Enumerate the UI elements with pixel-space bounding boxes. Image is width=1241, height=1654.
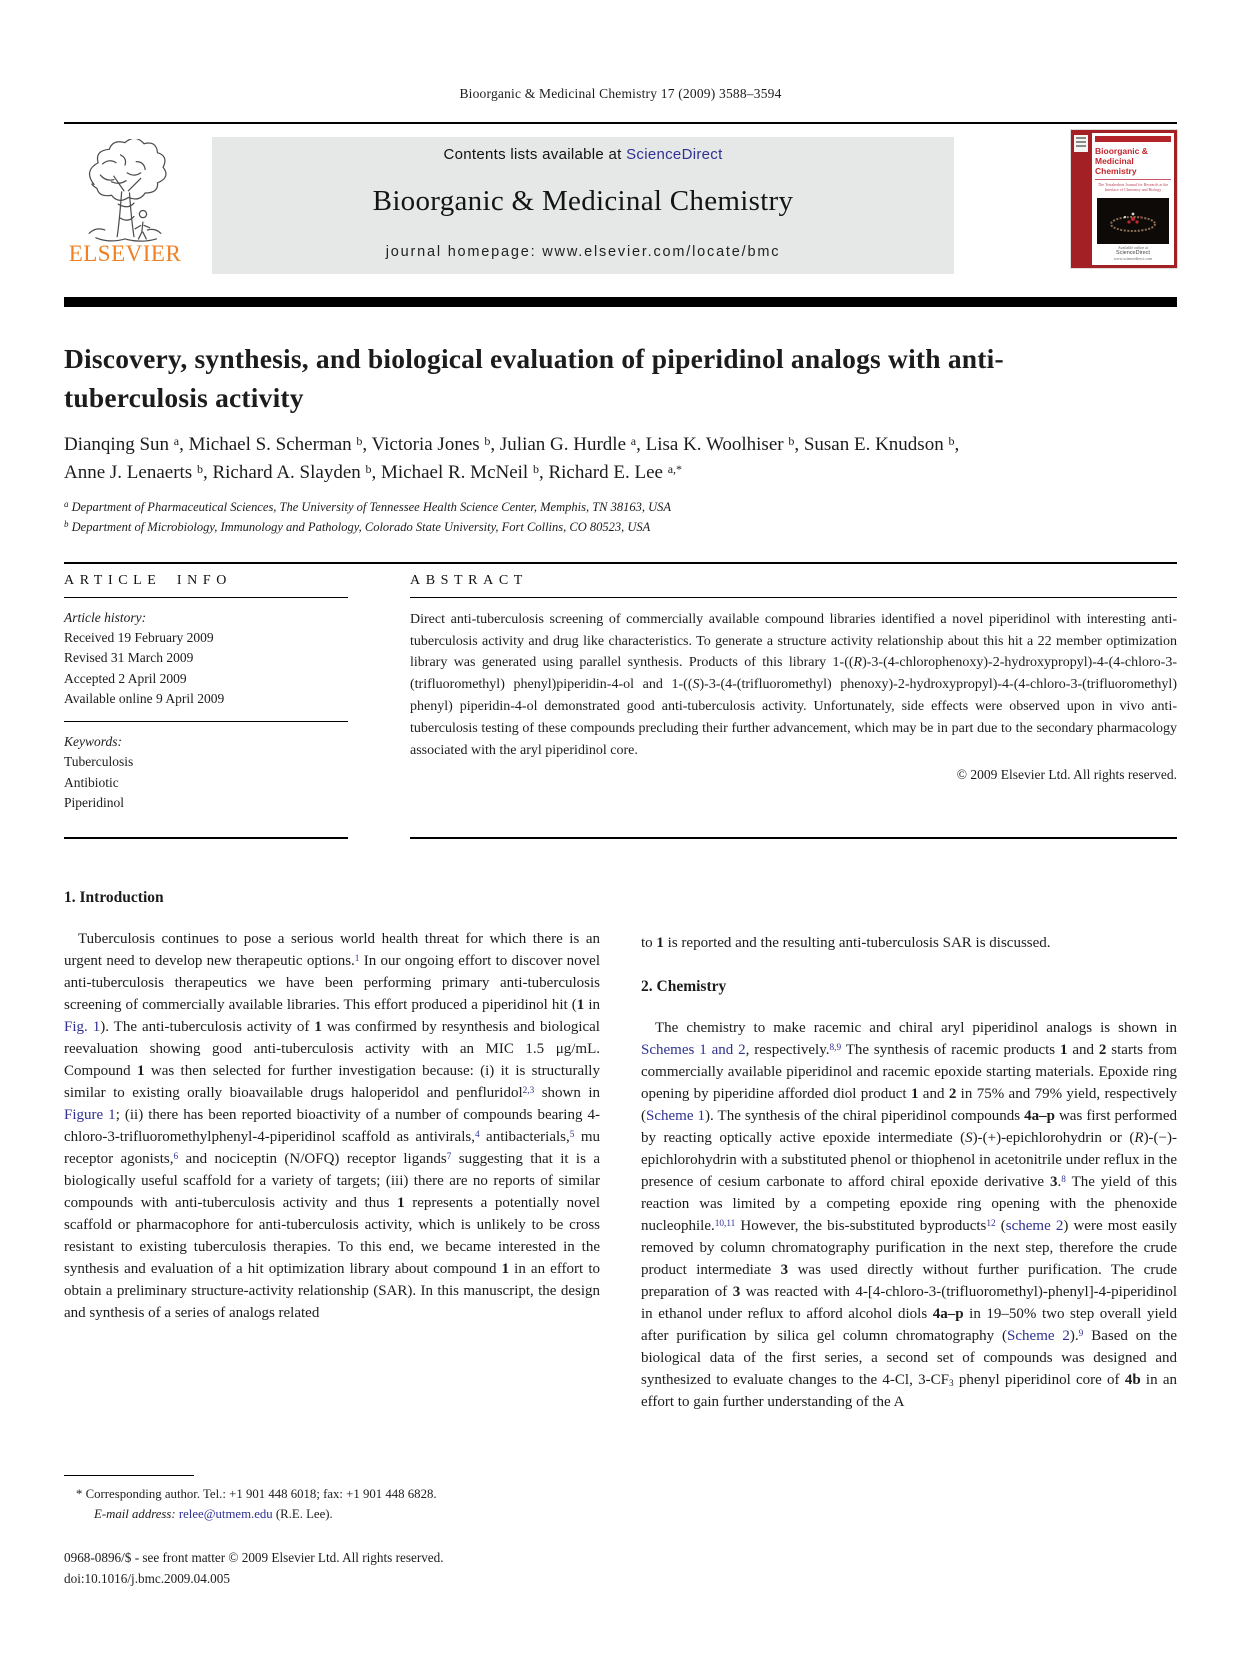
- email-link[interactable]: relee@utmem.edu: [178, 1506, 273, 1521]
- journal-homepage-link[interactable]: journal homepage: www.elsevier.com/locate/bmc: [385, 244, 781, 260]
- article-title: Discovery, synthesis, and biological evaluation of piperidinol analogs with anti-tuberculosis activity: [64, 343, 1004, 414]
- scheme-2-link[interactable]: Scheme 2: [1007, 1327, 1070, 1344]
- journal-banner: [212, 137, 954, 274]
- keyword-item: Antibiotic: [64, 774, 119, 790]
- top-rule: [64, 122, 1177, 124]
- bottom-left-region: [64, 1439, 1177, 1589]
- abstract-column: [410, 573, 1177, 813]
- article-history: [64, 608, 348, 709]
- footnote-line-2: E-mail address: relee@utmem.edu (R.E. Lee).: [94, 1506, 333, 1521]
- footnote-footer-column: [64, 1439, 600, 1589]
- author-list: Dianqing Sun $^a$, Michael S. Scherman $^b$, Victoria Jones $^b$, Julian G. Hurdle $^a$, Lisa K. Woolhiser $^b$, Susan E. Knudson $^b$, Anne J. Lenaerts $^b$, Richard A. Slayden $^b$, Michael R. McNeil $^b$, Richard E. Lee $^{a,*}$: [64, 433, 960, 484]
- schemes-1-2-link[interactable]: Schemes 1 and 2: [641, 1041, 746, 1058]
- figure-1-link[interactable]: Figure 1: [64, 1106, 116, 1123]
- cover-panel: [1092, 133, 1174, 265]
- article-info-column: [64, 573, 348, 813]
- affiliation-a: $^a$ Department of Pharmaceutical Sciences, The University of Tennessee Health Science Center, Memphis, TN 38163, USA: [64, 499, 672, 515]
- banner-journal-title: Bioorganic & Medicinal Chemistry: [372, 185, 794, 217]
- body-paragraph: The chemistry to make racemic and chiral aryl piperidinol analogs is shown in Schemes 1 and 2, respectively.$^{8,9}$ The synthesis of racemic products 1 and 2 starts from commercially available piperidinol and racemic epoxide starting materials. Epoxide ring opening by piperidine afforded diol product 1 and 2 in 75% and 79% yield, respectively (Scheme 1). The synthesis of the chiral piperidinol compounds 4a–p was first performed by reacting optically active epoxide intermediate (S)-(+)-epichlorohydrin or (R)-(−)-epichlorohydrin with a substituted phenol or thiophenol in acetonitrile under reflux in the presence of cesium carbonate to afford chiral epoxide derivative 3.$^8$ The yield of this reaction was limited by a competing epoxide ring opening with the phenoxide nucleophile.$^{10,11}$ However, the bis-substituted byproducts$^{12}$ (scheme 2) were most easily removed by column chromatography purification in the next step, therefore the crude product intermediate 3 was used directly without further purification. The crude preparation of 3 was reacted with 4-[4-chloro-3-(trifluoromethyl)-phenyl]-4-piperidinol in ethanol under reflux to afford alcohol diols 4a–p in 19–50% two step overall yield after purification by silica gel column chromatography (Scheme 2).$^9$ Based on the biological data of the first series, a second set of compounds was designed and synthesized to evaluate changes to the 4-Cl, $3-CF_3$ phenyl piperidinol core of 4b in an effort to gain further understanding of the A: [641, 1019, 1178, 1410]
- article-history-list: [64, 628, 348, 709]
- cover-subtitle: The Tetrahedron Journal for Research at the Interface of Chemistry and Biology: [1097, 182, 1169, 193]
- keyword-item: Piperidinol: [64, 794, 124, 810]
- body-paragraph: Tuberculosis continues to pose a serious world health threat for which there is an urgent need to develop new therapeutic options.$^1$ In our ongoing effort to discover novel anti-tuberculosis therapeutics we have been performing primary anti-tuberculosis screening of commercially available libraries. This effort produced a piperidinol hit (1 in Fig. 1). The anti-tuberculosis activity of 1 was confirmed by resynthesis and biological reevaluation showing good anti-tuberculosis activity with an MIC 1.5 μg/mL. Compound 1 was then selected for further investigation because: (i) it is structurally similar to existing orally bioavailable drugs haloperidol and penfluridol$^{2,3}$ shown in Figure 1; (ii) there has been reported bioactivity of a number of compounds bearing 4-chloro-3-trifluoromethylphenyl-4-piperidinol scaffold as antivirals,$^4$ antibacterials,$^5$ mu receptor agonists,$^6$ and nociceptin (N/OFQ) receptor ligands$^7$ suggesting that it is a biologically useful scaffold for a variety of targets; (iii) there are no reports of similar compounds with anti-tuberculosis activity and thus 1 represents a potentially novel scaffold or pharmacophore for anti-tuberculosis activity, which is unlikely to be cross resistant to existing tuberculosis therapies. To this end, we became interested in the synthesis and evaluation of a hit optimization library about compound 1 in an effort to obtain a preliminary structure-activity relationship (SAR). In this manuscript, the design and synthesis of a series of analogs related: [64, 930, 601, 1321]
- cover-title: Bioorganic & Medicinal Chemistry: [1095, 146, 1148, 176]
- doi-line: doi:10.1016/j.bmc.2009.04.005: [64, 1570, 230, 1586]
- citation-ref-6[interactable]: 6: [173, 1151, 179, 1162]
- header-divider-bar: [64, 297, 1177, 307]
- article-history-item: Accepted 2 April 2009: [64, 670, 187, 686]
- citation-ref-8[interactable]: 8: [1061, 1174, 1066, 1185]
- elsevier-wordmark: ELSEVIER: [68, 241, 182, 266]
- cover-artwork: [1097, 198, 1169, 244]
- citation-ref-4[interactable]: 4: [474, 1129, 480, 1140]
- citation-ref-7[interactable]: 7: [446, 1151, 452, 1162]
- keywords: [64, 732, 348, 813]
- article-history-item: Revised 31 March 2009: [64, 650, 194, 666]
- article-history-item: Available online 9 April 2009: [64, 690, 225, 706]
- keyword-item: Tuberculosis: [64, 754, 134, 770]
- info-abstract-block: [64, 573, 1177, 813]
- section-heading: 2. Chemistry: [641, 977, 727, 995]
- journal-header: [64, 137, 1177, 277]
- sciencedirect-link[interactable]: ScienceDirect: [626, 146, 723, 163]
- cover-elsevier-mini-logo: [1074, 135, 1088, 152]
- cover-top-bar: [1095, 136, 1171, 142]
- journal-cover-thumbnail[interactable]: [1071, 130, 1177, 268]
- cover-footer: Available online at ScienceDirect www.sciencedirect.com: [1095, 245, 1171, 261]
- contents-line: Contents lists available at ScienceDirect: [443, 146, 723, 163]
- affiliation-b: $^b$ Department of Microbiology, Immunology and Pathology, Colorado State University, Fort Collins, CO 80523, USA: [64, 518, 651, 534]
- journal-citation: Bioorganic & Medicinal Chemistry 17 (2009) 3588–3594: [459, 86, 782, 101]
- elsevier-logo[interactable]: [64, 137, 186, 277]
- citation-ref-12[interactable]: 12: [986, 1218, 996, 1229]
- article-history-item: Received 19 February 2009: [64, 630, 214, 645]
- body-column-right: [641, 865, 1177, 1413]
- citation-ref-10-11[interactable]: 10,11: [714, 1218, 736, 1229]
- elsevier-tree-icon: [64, 139, 186, 247]
- footnote-rule: [64, 1475, 194, 1476]
- info-block-bottom-rules: [64, 837, 1177, 839]
- imprint: [64, 1547, 600, 1589]
- abstract-heading: ABSTRACT: [410, 572, 528, 588]
- article-history-label: Article history:: [64, 609, 147, 625]
- body-columns: [64, 865, 1177, 1413]
- info-block-top-rule: [64, 562, 1177, 564]
- citation-ref-1[interactable]: 1: [354, 953, 360, 964]
- citation-ref-9[interactable]: 9: [1078, 1328, 1084, 1339]
- article-info-heading: ARTICLE INFO: [64, 572, 232, 588]
- figure-1-link[interactable]: Fig. 1: [64, 1018, 101, 1035]
- citation-ref-8-9[interactable]: 8,9: [829, 1042, 842, 1053]
- affiliations: [64, 498, 1177, 537]
- cover-sciencedirect-mark: ScienceDirect: [1116, 250, 1150, 256]
- section-heading: 1. Introduction: [64, 888, 164, 906]
- abstract-copyright: © 2009 Elsevier Ltd. All rights reserved.: [956, 766, 1177, 782]
- scheme-1-link[interactable]: Scheme 1: [646, 1107, 706, 1124]
- footnote-line-1: * Corresponding author. Tel.: +1 901 448 6018; fax: +1 901 448 6828.: [76, 1487, 437, 1502]
- keywords-list: [64, 752, 348, 813]
- citation-ref-5[interactable]: 5: [569, 1129, 575, 1140]
- corresponding-author-footnote: [64, 1475, 600, 1525]
- keywords-label: Keywords:: [64, 734, 122, 750]
- abstract-text: Direct anti-tuberculosis screening of commercially available compound libraries identified a novel piperidinol with interesting anti-tuberculosis activity and drug like characteristics. To generate a structure activity relationship about this hit a 22 member optimization library was generated using parallel synthesis. Products of this library 1-((R)-3-(4-chlorophenoxy)-2-hydroxypropyl)-4-(4-chloro-3-(trifluoromethyl) phenyl)piperidin-4-ol and 1-((S)-3-(4-(trifluoromethyl) phenoxy)-2-hydroxypropyl)-4-(4-chloro-3-(trifluoromethyl) phenyl) piperidin-4-ol demonstrated good anti-tuberculosis activity. Unfortunately, side effects were observed upon in vivo anti-tuberculosis testing of these compounds precluding their further advancement, which may be in part due to the secondary pharmacology associated with the aryl piperidinol core.: [410, 611, 1177, 758]
- scheme-2-link[interactable]: scheme 2: [1005, 1217, 1064, 1234]
- citation-ref-2-3[interactable]: 2,3: [522, 1085, 535, 1096]
- issn-copyright-line: 0968-0896/$ - see front matter © 2009 Elsevier Ltd. All rights reserved.: [64, 1549, 444, 1565]
- body-column-left: [64, 865, 600, 1413]
- body-paragraph: to 1 is reported and the resulting anti-tuberculosis SAR is discussed.: [641, 934, 1051, 951]
